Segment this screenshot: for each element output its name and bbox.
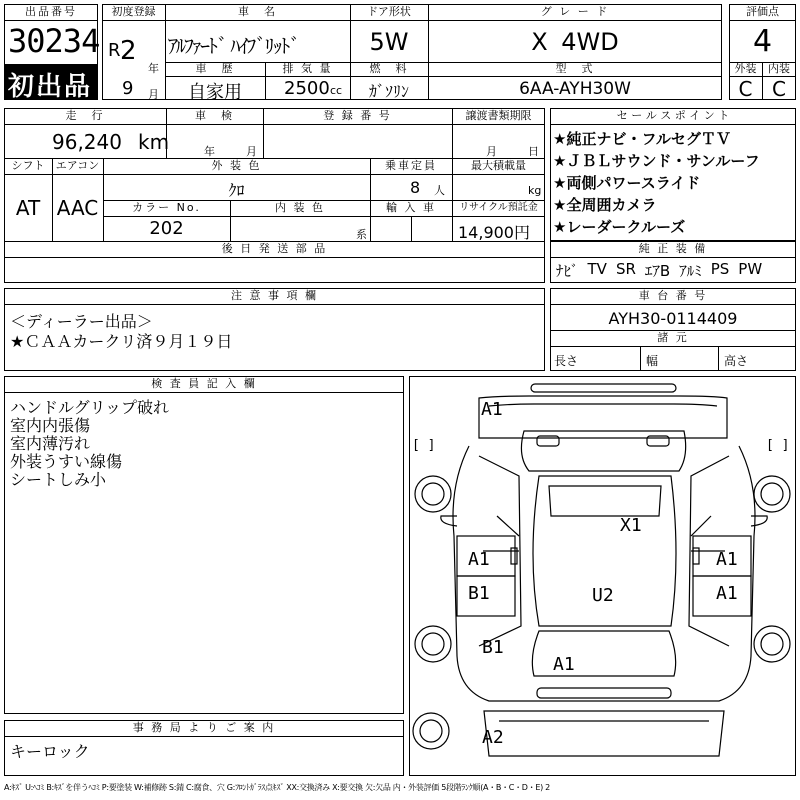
transfer-month-unit: 月 bbox=[486, 145, 497, 158]
int-score: C bbox=[772, 77, 786, 101]
capacity-label: 乗車定員 bbox=[385, 159, 437, 172]
history-value: 自家用 bbox=[188, 82, 242, 103]
import-label: 輸 入 車 bbox=[386, 201, 436, 214]
fuel-label: 燃 料 bbox=[369, 62, 409, 75]
mark-a1-right: A1 bbox=[716, 549, 738, 570]
mileage-unit: km bbox=[138, 130, 170, 154]
displacement-label: 排 気 量 bbox=[282, 62, 333, 75]
sales-point-1: ★純正ナビ・フルセグＴＶ bbox=[553, 130, 731, 148]
mark-a1-front: A1 bbox=[481, 399, 503, 420]
door-label: ドア形状 bbox=[367, 5, 411, 18]
first-listing-badge-text: 初出品 bbox=[8, 72, 93, 102]
int-color-label: 内 装 色 bbox=[275, 201, 325, 214]
bracket-left: [ ] bbox=[412, 438, 436, 453]
door-value: 5W bbox=[369, 28, 409, 56]
mileage-value: 96,240 bbox=[52, 130, 122, 154]
mark-a2: A2 bbox=[482, 727, 504, 748]
mark-u2: U2 bbox=[592, 585, 614, 606]
inspection-month-unit: 月 bbox=[246, 145, 257, 158]
transfer-day-unit: 日 bbox=[528, 145, 539, 158]
ext-color-label: 外 装 色 bbox=[211, 159, 262, 172]
inspection-label: 車 検 bbox=[195, 109, 234, 122]
equipment-ps: PS bbox=[710, 260, 730, 278]
lot-number-label: 出品番号 bbox=[25, 5, 77, 18]
grade-label: グ レ ー ド bbox=[540, 5, 610, 18]
capacity-value: 8 bbox=[410, 178, 421, 197]
ac-label: エアコン bbox=[55, 159, 100, 172]
car-name: ｱﾙﾌｧｰﾄﾞ ﾊｲﾌﾞﾘｯﾄﾞ bbox=[168, 34, 299, 58]
equipment-pw: PW bbox=[738, 260, 763, 278]
ext-label: 外装 bbox=[734, 62, 757, 75]
mileage-label: 走 行 bbox=[65, 109, 105, 122]
inspector-line-5: シートしみ小 bbox=[10, 470, 107, 489]
sales-point-3: ★両側パワースライド bbox=[553, 174, 701, 192]
lot-number: 30234 bbox=[8, 22, 100, 60]
inspector-line-4: 外装うすい線傷 bbox=[10, 452, 123, 471]
displacement-value: 2500 bbox=[284, 78, 330, 99]
transfer-label: 譲渡書類期限 bbox=[465, 109, 532, 122]
length-label: 長さ bbox=[554, 354, 579, 368]
sales-point-4: ★全周囲カメラ bbox=[553, 196, 657, 214]
dims-title: 諸 元 bbox=[657, 331, 689, 344]
chassis-title: 車 台 番 号 bbox=[638, 289, 708, 302]
inspector-line-2: 室内内張傷 bbox=[10, 416, 91, 435]
car-diagram bbox=[409, 376, 796, 776]
model-value: 6AA-AYH30W bbox=[519, 79, 631, 99]
equipment-navi: ﾅﾋﾞ bbox=[556, 262, 579, 280]
color-no-value: 202 bbox=[149, 218, 184, 239]
legend: A:ｷｽﾞ U:ﾍｺﾐ B:ｷｽﾞを伴うﾍｺﾐ P:要塗装 W:補修跡 S:錆 C:腐食、穴 G:ﾌﾛﾝﾄｶﾞﾗｽ点ｷｽﾞ XX:交換済み X:要交換 欠:欠品 内・外装評価 5段階ﾗﾝｸ順(A・B・C・D・E) 2 bbox=[4, 783, 550, 792]
int-color-unit: 系 bbox=[356, 228, 367, 241]
ext-color-value: ｸﾛ bbox=[228, 181, 245, 200]
grade-value: X 4WD bbox=[531, 28, 619, 56]
ac-value: AAC bbox=[56, 196, 99, 220]
score-value: 4 bbox=[752, 24, 773, 59]
inspector-line-1: ハンドルグリップ破れ bbox=[10, 398, 170, 417]
height-label: 高さ bbox=[724, 354, 749, 368]
office-text: キーロック bbox=[10, 742, 90, 761]
inspection-year-unit: 年 bbox=[204, 145, 215, 158]
load-unit: kg bbox=[528, 184, 542, 197]
shift-value: AT bbox=[15, 196, 41, 220]
fuel-value: ｶﾞｿﾘﾝ bbox=[368, 82, 409, 101]
notes-line-1: ＜ディーラー出品＞ bbox=[10, 312, 153, 331]
mark-x1: X1 bbox=[620, 515, 642, 536]
notes-line-2: ★ＣＡＡカークリ済９月１９日 bbox=[10, 332, 233, 351]
equipment-sr: SR bbox=[615, 260, 636, 278]
reg-label: 初度登録 bbox=[111, 5, 156, 18]
name-label: 車 名 bbox=[238, 5, 277, 18]
mark-b1-left: B1 bbox=[468, 583, 490, 604]
model-label: 型 式 bbox=[555, 62, 595, 75]
recycle-value: 14,900円 bbox=[458, 223, 530, 242]
office-title: 事 務 局 よ り ご 案 内 bbox=[132, 721, 276, 734]
reg-era: R bbox=[108, 40, 121, 61]
score-label: 評価点 bbox=[746, 5, 779, 18]
shift-label: シフト bbox=[11, 159, 45, 172]
later-parts-label: 後 日 発 送 部 品 bbox=[221, 242, 328, 255]
width-label: 幅 bbox=[646, 354, 659, 368]
equipment-alloy: ｱﾙﾐ bbox=[679, 262, 702, 280]
inspector-title: 検 査 員 記 入 欄 bbox=[151, 377, 257, 390]
sales-point-2: ★ＪＢＬサウンド・サンルーフ bbox=[553, 152, 760, 170]
mark-a1-right-2: A1 bbox=[716, 583, 738, 604]
recycle-label: リサイクル預託金 bbox=[459, 202, 538, 213]
equipment-airbag: ｴｱB bbox=[644, 262, 671, 280]
mark-a1-left: A1 bbox=[468, 549, 490, 570]
plate-label: 登 録 番 号 bbox=[323, 109, 392, 122]
bracket-right: [ ] bbox=[766, 438, 790, 453]
sales-point-5: ★レーダークルーズ bbox=[553, 218, 686, 236]
capacity-unit: 人 bbox=[434, 184, 445, 197]
color-no-label: カラー No. bbox=[132, 201, 201, 214]
equipment-list bbox=[556, 260, 792, 281]
ext-score: C bbox=[738, 77, 753, 101]
mark-a1-rear: A1 bbox=[553, 654, 575, 675]
int-label: 内装 bbox=[768, 62, 790, 75]
history-label: 車 歴 bbox=[195, 62, 235, 75]
reg-year: 2 bbox=[120, 36, 137, 66]
reg-year-unit: 年 bbox=[148, 62, 159, 75]
load-label: 最大積載量 bbox=[471, 159, 526, 172]
chassis-number: AYH30-0114409 bbox=[608, 309, 738, 328]
notes-title: 注 意 事 項 欄 bbox=[231, 289, 318, 302]
equipment-tv: TV bbox=[587, 260, 607, 278]
reg-month: 9 bbox=[122, 78, 134, 99]
mark-b1-left-2: B1 bbox=[482, 637, 504, 658]
equipment-title: 純 正 装 備 bbox=[638, 242, 708, 255]
displacement-unit: cc bbox=[330, 84, 343, 97]
sales-points-title: セ ー ル ス ポ イ ン ト bbox=[616, 109, 730, 122]
reg-month-unit: 月 bbox=[148, 88, 159, 101]
inspector-line-3: 室内薄汚れ bbox=[10, 434, 91, 453]
